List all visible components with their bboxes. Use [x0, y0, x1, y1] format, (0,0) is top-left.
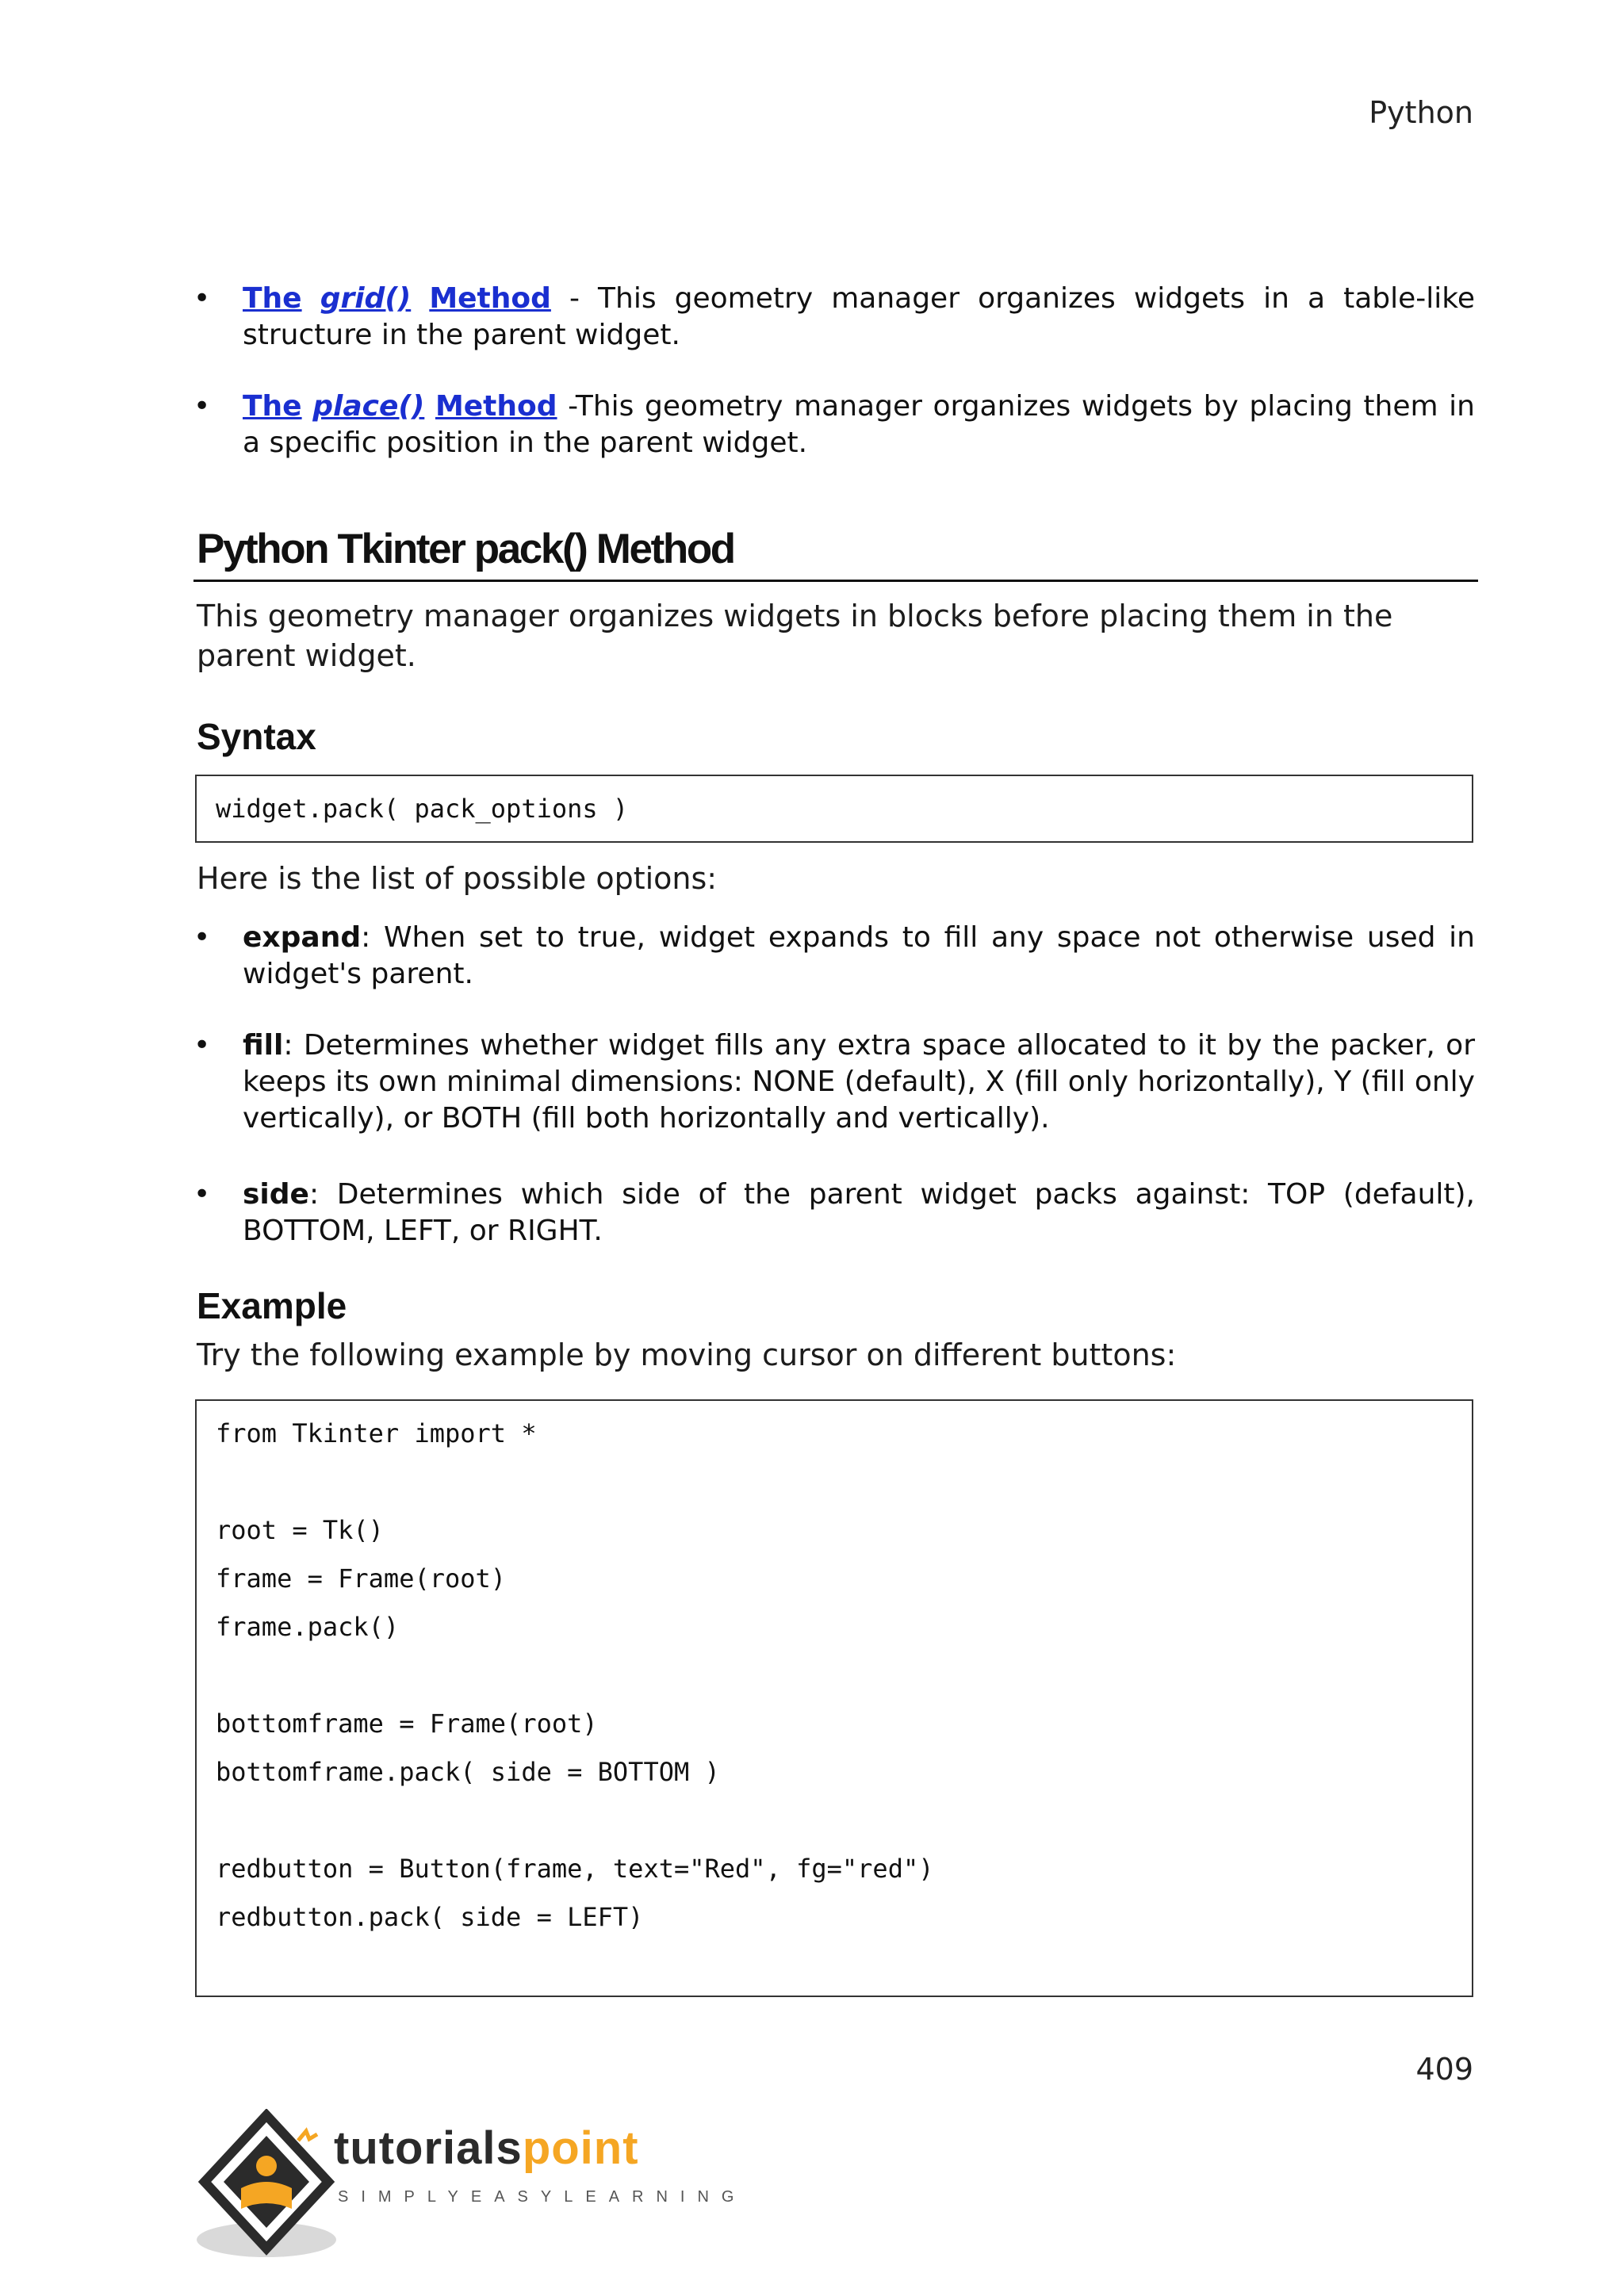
list-item-grid-method	[193, 281, 1475, 354]
tutorialspoint-logo	[195, 2109, 747, 2267]
code-line: bottomframe.pack( side = BOTTOM )	[216, 1757, 720, 1787]
option-desc-fill: : Determines whether widget fills any extra space allocated to it by the packer, or keeps its own minimal dimensions: NONE (default), X (fill only horizontally), Y (fill only vertically), or BOTH (fill both horizontally and vertically).	[243, 1029, 1475, 1135]
list-item-expand-option	[193, 920, 1475, 993]
code-line: bottomframe = Frame(root)	[216, 1709, 598, 1739]
grid-method-description: - This geometry manager organizes widgets in a table-like structure in the parent widget.	[243, 282, 1475, 351]
page-number: 409	[1415, 2052, 1473, 2087]
code-line: from Tkinter import *	[216, 1418, 537, 1448]
bullet-icon: •	[193, 282, 211, 315]
place-method-description: -This geometry manager organizes widgets by placing them in a specific position in the parent widget.	[243, 390, 1475, 459]
logo-text-dark: tutorials	[334, 2122, 523, 2174]
place-method-link-the[interactable]: The	[243, 390, 302, 423]
code-line: redbutton = Button(frame, text="Red", fg="red")	[216, 1854, 934, 1884]
option-desc-side: : Determines which side of the parent widget packs against: TOP (default), BOTTOM, LEFT, or RIGHT.	[243, 1178, 1475, 1247]
code-line: root = Tk()	[216, 1515, 384, 1545]
place-method-link-method[interactable]: Method	[435, 390, 557, 423]
syntax-code-box	[195, 775, 1473, 843]
code-line: frame.pack()	[216, 1612, 400, 1642]
place-method-link-func[interactable]: place()	[312, 390, 425, 423]
section-intro: This geometry manager organizes widgets in blocks before placing them in the parent widget.	[197, 599, 1393, 673]
syntax-heading: Syntax	[197, 716, 316, 757]
example-heading: Example	[197, 1285, 347, 1326]
list-item-place-method	[193, 388, 1475, 461]
bullet-icon: •	[193, 390, 211, 423]
list-item-side-option	[193, 1177, 1475, 1249]
bullet-icon: •	[193, 1029, 211, 1062]
logo-diamond-icon	[195, 2109, 338, 2267]
bullet-icon: •	[193, 1178, 211, 1211]
code-line: redbutton.pack( side = LEFT)	[216, 1902, 644, 1932]
option-term-side: side	[243, 1178, 309, 1211]
syntax-code-line: widget.pack( pack_options )	[216, 794, 629, 824]
logo-wordmark	[334, 2122, 639, 2175]
running-header: Python	[1369, 95, 1473, 130]
grid-method-link-func[interactable]: grid()	[320, 282, 412, 315]
example-intro: Try the following example by moving cursor on different buttons:	[197, 1337, 1177, 1372]
logo-text-orange: point	[522, 2122, 639, 2174]
code-line: frame = Frame(root)	[216, 1563, 507, 1594]
option-term-expand: expand	[243, 921, 362, 954]
section-title: Python Tkinter pack() Method	[197, 526, 734, 572]
grid-method-link-method[interactable]: Method	[429, 282, 551, 315]
example-code-box	[195, 1399, 1473, 1997]
option-desc-expand: : When set to true, widget expands to fill any space not otherwise used in widget's parent.	[243, 921, 1475, 990]
list-item-fill-option	[193, 1027, 1475, 1137]
bullet-icon: •	[193, 921, 211, 954]
options-intro: Here is the list of possible options:	[197, 861, 718, 896]
grid-method-link-the[interactable]: The	[243, 282, 302, 315]
option-term-fill: fill	[243, 1029, 284, 1062]
logo-tagline: SIMPLYEASYLEARNING	[338, 2188, 747, 2206]
section-title-rule	[193, 580, 1478, 582]
